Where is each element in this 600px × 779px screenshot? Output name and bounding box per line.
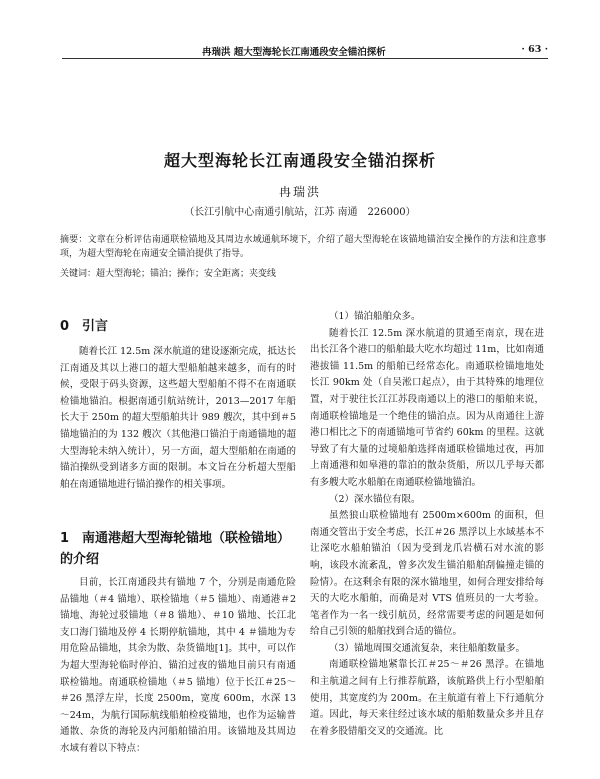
page-number: · 63 ·: [521, 44, 548, 55]
running-title: 冉瑞洪 超大型海轮长江南通段安全锚泊探析: [202, 47, 386, 58]
paragraph: 虽然狼山联检锚地有 2500m×600m 的面积，但南通交管出于安全考虑，长江＃26 黑浮以上水域基本不让深吃水船舶锚泊（因为受到龙爪岩横石对水流的影响，该段水流紊乱，曾多次发生锚泊船舶刮偏撞走锚的险情）。在这剩余有限的深水锚地里，如何合理安排给每天的大吃水船舶，而确是对 VTS 值班员的一大考验。笔者作为一名一线引航员，经常需要考虑的问题是如何给自己引领的船舶找到合适的锚位。: [310, 510, 544, 638]
author: 冉瑞洪: [278, 185, 321, 199]
article-title: 超大型海轮长江南通段安全锚泊探析: [163, 151, 436, 170]
header-rule: [62, 58, 548, 59]
section-0-body: [60, 344, 296, 493]
running-header: [62, 44, 548, 58]
section-1-body: [60, 575, 296, 758]
section-0-heading: 0 引言: [60, 319, 109, 334]
subheading-2: （2）深水锚位有限。: [329, 493, 421, 505]
section-1-heading: 1 南通港超大型海轮锚地（联检锚地）的介绍: [60, 531, 291, 567]
affiliation: （长江引航中心南通引航站，江苏 南通 226000）: [184, 207, 416, 218]
subheading-1: （1）锚泊船舶众多。: [329, 311, 421, 322]
right-column: [310, 309, 544, 740]
keywords: 关键词：超大型海轮；锚泊；操作；安全距离；夹变线: [60, 269, 277, 279]
abstract: 摘要：文章在分析评估南通联检锚地及其周边水域通航环境下，介绍了超大型海轮在该锚地锚泊安全操作的方法和注意事项，为超大型海轮在南通安全锚泊提供了指导。: [60, 235, 546, 259]
subheading-3: （3）锚地周围交通流复杂，来往船舶数量多。: [329, 642, 526, 654]
paragraph: 南通联检锚地紧靠长江＃25～＃26 黑浮。在锚地和主航道之间有上行推荐航路，该航路供上行小型船舶使用，其宽度约为 200m。在主航道有着上下行通航分道。因此，每天来往经过该水域的船舶数量众多并且存在着多股错船交叉的交通流。比: [310, 659, 544, 737]
paragraph: 目前，长江南通段共有锚地 7 个，分别是南通危险品锚地（＃4 锚地）、联检锚地（＃5 锚地）、南通港＃2 锚地、海轮过驳锚地（＃8 锚地）、＃10 锚地、长江北支口海门锚地及停 4 长期停航锚地，其中 4 ＃锚地为专用危险品锚地，其余为散、杂货锚地[1]。其中，可以作为超大型海轮临时停泊、锚泊过夜的锚地目前只有南通联检锚地。南通联检锚地（＃5 锚地）位于长江＃25～＃26 黑浮左岸，长度 2500m，宽度 600m，水深 13～24m，为航行国际航线船舶检疫锚地，也作为运输普通散、杂货的海轮及内河船舶锚泊用。该锚地及其周边水域有着以下特点：: [60, 577, 296, 754]
paragraph: 随着长江 12.5m 深水航道的建设逐渐完成，抵达长江南通及其以上港口的超大型船舶越来越多，而有的时候，受限于码头资源，这些超大型船舶不得不在南通联检锚地锚泊。根据南通引航站统计，2013—2017 年船长大于 250m 的超大型船舶共计 989 艘次，其中到＃5 锚地锚泊的为 132 艘次（其他港口锚泊于南通锚地的超大型海轮未纳入统计），另一方面，超大型船舶在南通的锚泊操纵受到诸多方面的限制。本文旨在分析超大型船舶在南通锚地进行锚泊操作的相关事项。: [60, 346, 296, 490]
paragraph: 随着长江 12.5m 深水航道的贯通至南京，现在进出长江各个港口的船舶最大吃水均超过 11m，比如南通港拔锚 11.5m 的船舶已经常态化。南通联检锚地地处长江 90km 处（自吴淞口起点），由于其特殊的地理位置，对于驶往长江江苏段南通以上的港口的船舶来说，南通联检锚地是一个绝佳的锚泊点。因为从南通往上游港口相比之下的南通锚地可节省约 60km 的里程。这就导致了有大量的过境船舶选择南通联检锚地过夜，再加上南通港和如皋港的靠泊的散杂货船，所以几乎每天都有多艘大吃水船舶在南通联检锚地锚泊。: [310, 327, 544, 488]
